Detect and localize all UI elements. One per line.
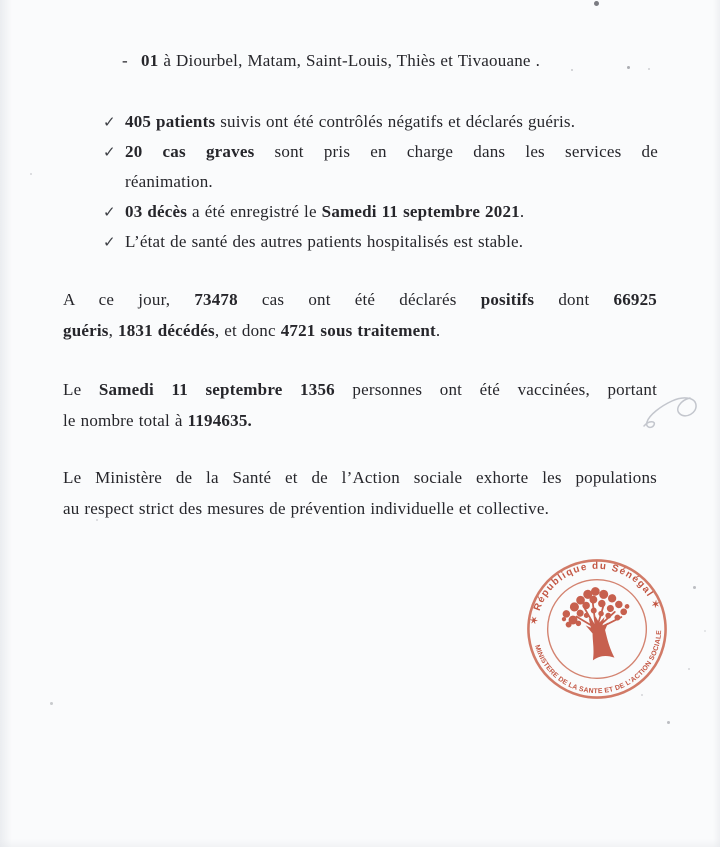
- text-segment: 01: [141, 51, 164, 70]
- scan-speck: [693, 586, 696, 589]
- text-segment: .: [519, 202, 525, 221]
- check-item-text: [125, 197, 658, 227]
- scan-speck: [96, 519, 98, 521]
- text-segment: guéris: [63, 321, 109, 340]
- text-segment: Le: [63, 380, 99, 399]
- text-segment: 4721 sous traitement: [280, 321, 436, 340]
- text-segment: 1831 décédés: [118, 321, 215, 340]
- scan-speck: [704, 630, 706, 632]
- paragraph-line: [63, 315, 657, 346]
- ministry-seal-stamp: [523, 555, 671, 703]
- scan-speck: [594, 1, 599, 6]
- text-segment: le nombre total à: [63, 411, 188, 430]
- checkmark-icon: ✓: [103, 113, 116, 131]
- scan-speck: [30, 173, 32, 175]
- scan-speck: [688, 668, 690, 670]
- check-item-text: [125, 167, 658, 197]
- paragraph-line: [63, 493, 657, 524]
- check-item-text: [125, 227, 658, 257]
- paragraph-case-totals: [63, 284, 657, 346]
- pen-squiggle-mark: [636, 390, 710, 434]
- text-segment: 1194635.: [187, 411, 252, 430]
- text-segment: au respect strict des mesures de prévention individuelle et collective.: [63, 499, 550, 518]
- paragraph-vaccination: [63, 374, 657, 436]
- scan-speck: [641, 694, 643, 696]
- text-segment: .: [435, 321, 441, 340]
- text-segment: suivis ont été contrôlés négatifs et déclarés guéris.: [215, 112, 576, 131]
- paragraph-line: [63, 284, 657, 315]
- text-segment: L’état de santé des autres patients hospitalisés est stable.: [125, 232, 524, 251]
- text-segment: ,: [108, 321, 118, 340]
- text-segment: 20 cas graves: [125, 142, 255, 161]
- paragraph-exhortation: [63, 462, 657, 524]
- dash-list-item: [122, 49, 540, 73]
- scan-speck: [667, 721, 670, 724]
- text-segment: 405 patients: [125, 112, 216, 131]
- check-item-text: [125, 137, 658, 167]
- text-segment: Le Ministère de la Santé et de l’Action sociale exhorte les populations: [63, 468, 657, 487]
- paragraph-line: [63, 374, 657, 405]
- baobab-tree-icon: [558, 583, 635, 663]
- text-segment: , et donc: [214, 321, 281, 340]
- paragraph-line: [63, 405, 657, 436]
- dash-bullet: -: [122, 51, 128, 70]
- scan-edge-shadow-right: [713, 0, 720, 847]
- text-segment: Samedi 11 septembre 1356: [98, 380, 335, 399]
- text-segment: sont pris en charge dans les services de: [254, 142, 658, 161]
- text-segment: 03 décès: [125, 202, 188, 221]
- scan-speck: [571, 69, 573, 71]
- check-list-item: [103, 227, 658, 257]
- checkmark-icon: ✓: [103, 143, 116, 161]
- check-list-item: [103, 197, 658, 227]
- seal-bottom-text-curved: MINISTERE DE LA SANTE ET DE L'ACTION SOCIALE: [533, 629, 664, 696]
- checkmark-icon: ✓: [103, 233, 116, 251]
- check-list-item: [103, 137, 658, 197]
- text-segment: 73478: [194, 290, 238, 309]
- text-segment: à Diourbel, Matam, Saint-Louis, Thiès et Tivaouane .: [163, 51, 541, 70]
- text-segment: personnes ont été vaccinées, portant: [334, 380, 658, 399]
- check-list: [103, 107, 658, 257]
- text-segment: réanimation.: [125, 172, 213, 191]
- paragraph-line: [63, 462, 657, 493]
- scan-edge-shadow-bottom: [0, 839, 720, 847]
- scan-speck: [648, 68, 650, 70]
- seal-top-text-curved: ✶ République du Sénégal ✶: [528, 560, 662, 626]
- scan-edge-shadow-left: [0, 0, 12, 847]
- scan-speck: [627, 66, 630, 69]
- text-segment: a été enregistré le: [187, 202, 322, 221]
- text-segment: positifs: [480, 290, 535, 309]
- dash-item-text: [141, 51, 540, 70]
- checkmark-icon: ✓: [103, 203, 116, 221]
- check-item-text: [125, 107, 658, 137]
- check-list-item: [103, 107, 658, 137]
- text-segment: A ce jour,: [63, 290, 195, 309]
- text-segment: cas ont été déclarés: [237, 290, 481, 309]
- text-segment: Samedi 11 septembre 2021: [321, 202, 520, 221]
- text-segment: 66925: [613, 290, 657, 309]
- text-segment: dont: [534, 290, 614, 309]
- scan-speck: [50, 702, 53, 705]
